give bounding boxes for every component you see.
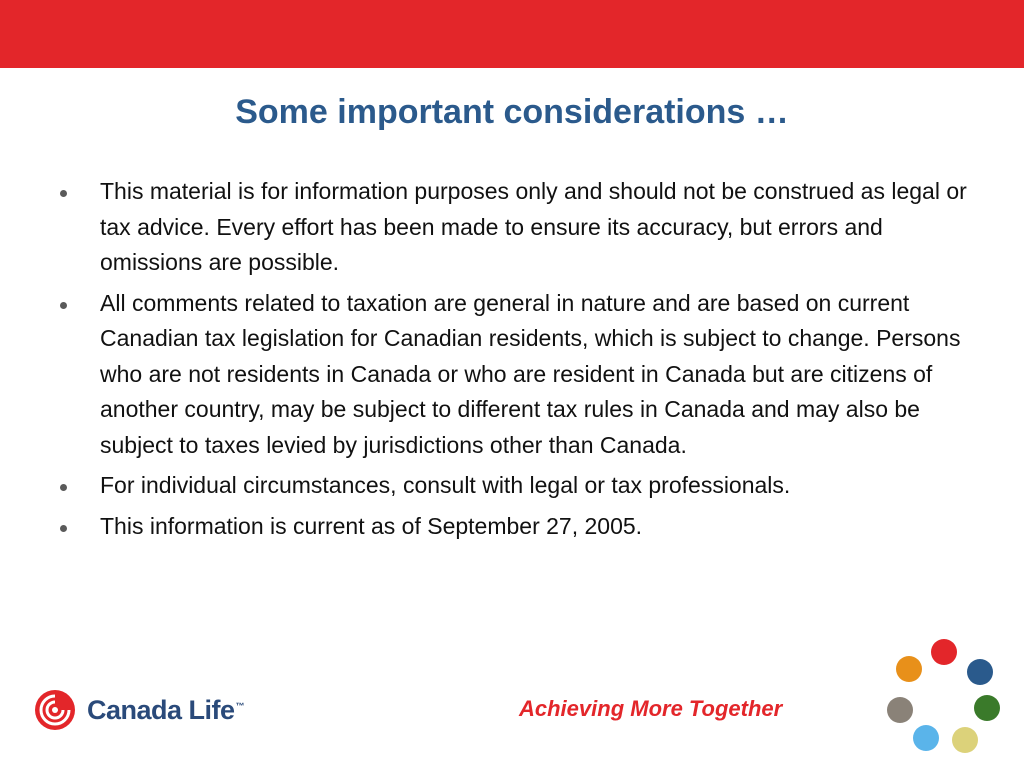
dot-navy: [967, 659, 993, 685]
dot-orange: [896, 656, 922, 682]
slide-title: Some important considerations …: [235, 93, 789, 131]
dot-gray: [887, 697, 913, 723]
bullet-text: This information is current as of September 27, 2005.: [100, 512, 643, 539]
dot-red: [931, 639, 957, 665]
dot-lightblue: [913, 725, 939, 751]
dot-yellow: [952, 727, 978, 753]
bullet-text: This material is for information purposes only and should not be construed as legal or tax advice. Every effort has been made to ensure its accuracy, but errors and omissions are possible.: [100, 178, 967, 275]
dot-green: [974, 695, 1000, 721]
logo-name: Canada Life: [87, 694, 235, 725]
logo-trademark: ™: [235, 700, 245, 711]
tagline: Achieving More Together: [519, 696, 783, 721]
bullet-text: All comments related to taxation are general in nature and are based on current Canadian tax legislation for Canadian residents, which is subject to change. Persons who are not residents in Canada or who are resident in Canada but are citizens of another country, may be subject to different tax rules in Canada and may also be subject to taxes levied by jurisdictions other than Canada.: [100, 289, 961, 458]
bullet-text: For individual circumstances, consult with legal or tax professionals.: [100, 472, 791, 498]
